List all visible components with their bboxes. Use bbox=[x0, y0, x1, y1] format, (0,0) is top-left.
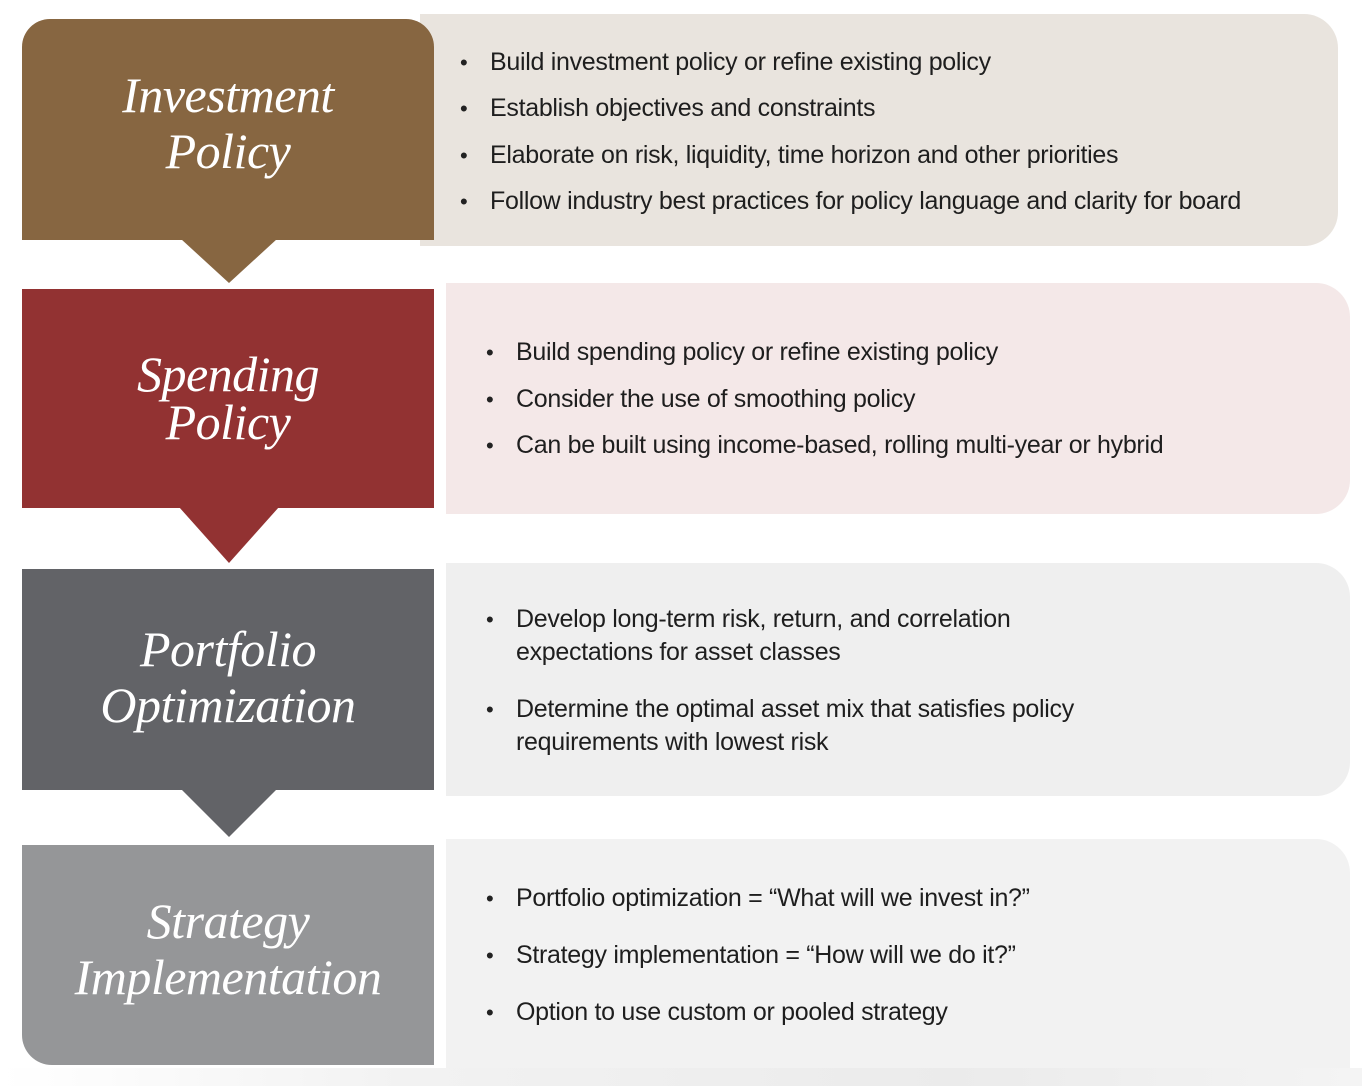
spending-policy-arrow bbox=[179, 507, 279, 563]
bullet: • Elaborate on risk, liquidity, time horizon and other priorities bbox=[490, 139, 1241, 172]
spending-policy-panel bbox=[446, 283, 1350, 514]
bullet: • Consider the use of smoothing policy bbox=[516, 383, 1163, 416]
bullet: • Follow industry best practices for policy language and clarity for board bbox=[490, 185, 1241, 218]
investment-policy-arrow bbox=[181, 239, 277, 283]
strategy-implementation-title bbox=[22, 893, 434, 1005]
title-line: Strategy bbox=[146, 893, 310, 949]
investment-policy-panel bbox=[420, 14, 1338, 246]
strategy-implementation-panel bbox=[446, 839, 1350, 1071]
investment-policy-label bbox=[22, 19, 434, 240]
portfolio-optimization-arrow bbox=[181, 789, 277, 837]
title-line: Implementation bbox=[74, 949, 382, 1005]
title-line: Policy bbox=[165, 394, 291, 450]
bullet: • Build spending policy or refine existing policy bbox=[516, 336, 1163, 369]
investment-policy-title bbox=[22, 67, 434, 179]
bullet: • Determine the optimal asset mix that satisfies policy requirements with lowest risk bbox=[516, 693, 1076, 759]
spending-policy-label bbox=[22, 289, 434, 508]
bottom-shadow bbox=[0, 1068, 1362, 1086]
bullet: • Establish objectives and constraints bbox=[490, 92, 1241, 125]
portfolio-optimization-title bbox=[22, 621, 434, 733]
strategy-implementation-bullets bbox=[516, 882, 1030, 1029]
bullet: • Portfolio optimization = “What will we invest in?” bbox=[516, 882, 1030, 915]
bullet: • Develop long-term risk, return, and correlation expectations for asset classes bbox=[516, 603, 1076, 669]
title-line: Portfolio bbox=[139, 621, 317, 677]
title-line: Optimization bbox=[100, 677, 356, 733]
bullet: • Strategy implementation = “How will we do it?” bbox=[516, 939, 1030, 972]
title-line: Policy bbox=[165, 123, 291, 179]
strategy-implementation-label bbox=[22, 845, 434, 1065]
spending-policy-title bbox=[22, 346, 434, 450]
investment-policy-bullets bbox=[490, 46, 1241, 218]
bullet: • Option to use custom or pooled strategy bbox=[516, 996, 1030, 1029]
bullet: • Build investment policy or refine existing policy bbox=[490, 46, 1241, 79]
portfolio-optimization-bullets bbox=[516, 603, 1076, 759]
spending-policy-bullets bbox=[516, 336, 1163, 462]
portfolio-optimization-panel bbox=[446, 563, 1350, 796]
title-line: Spending bbox=[136, 346, 320, 402]
title-line: Investment bbox=[122, 67, 334, 123]
portfolio-optimization-label bbox=[22, 569, 434, 790]
bullet: • Can be built using income-based, rolling multi-year or hybrid bbox=[516, 429, 1163, 462]
